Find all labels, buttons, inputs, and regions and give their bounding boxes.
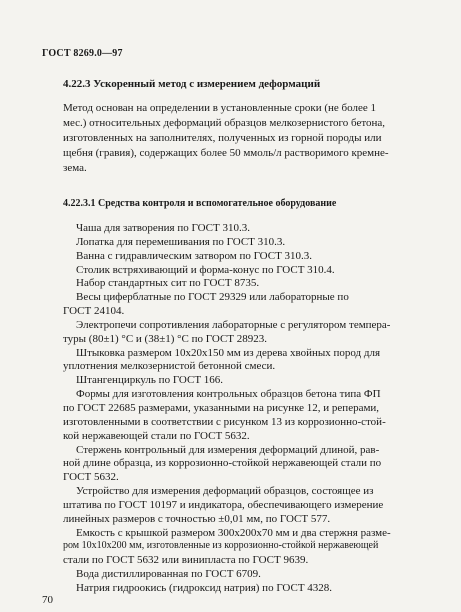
intro-line: мес.) относительных деформаций образцов мелкозернистого бетона, <box>63 117 386 129</box>
body-line: ГОСТ 5632. <box>63 471 119 484</box>
body-line: Натрия гидроокись (гидроксид натрия) по ГОСТ 4328. <box>76 582 333 594</box>
body-line: кой нержавеющей стали по ГОСТ 5632. <box>63 429 250 442</box>
body-line: Набор стандартных сит по ГОСТ 8735. <box>76 277 260 290</box>
body-line: изготовленными в соответствии с рисунком 13 из коррозионно-стой- <box>63 415 386 428</box>
intro-line: зема. <box>63 162 87 174</box>
body-line: Лопатка для перемешивания по ГОСТ 310.3. <box>76 235 286 248</box>
body-line: Чаша для затворения по ГОСТ 310.3. <box>76 222 250 234</box>
intro-line: изготовленных на заполнителях, полученных из горной породы или <box>63 132 382 144</box>
page-number: 70 <box>42 594 53 606</box>
body-line: стали по ГОСТ 5632 или винипласта по ГОСТ 9639. <box>63 554 309 567</box>
body-line: Ванна с гидравлическим затвором по ГОСТ 310.3. <box>76 249 313 262</box>
body-line: Штангенциркуль по ГОСТ 166. <box>76 374 224 387</box>
subsection-title: 4.22.3.1 Средства контроля и вспомогательное оборудование <box>63 198 337 209</box>
body-line: Штыковка размером 10х20х150 мм из дерева хвойных пород для <box>76 346 381 359</box>
intro-line: щебня (гравия), содержащих более 50 ммоль/л растворимого кремне- <box>63 147 389 159</box>
body-line: Электропечи сопротивления лабораторные с регулятором темпера- <box>76 318 391 331</box>
body-line: ром 10х10х200 мм, изготовленные из коррозионно-стойкой нержавеющей <box>63 540 379 552</box>
body-line: Емкость с крышкой размером 300х200х70 мм и два стержня разме- <box>76 526 391 539</box>
body-line: по ГОСТ 22685 размерами, указанными на рисунке 12, и реперами, <box>63 402 380 414</box>
body-line: ной длине образца, из коррозионно-стойкой нержавеющей стали по <box>63 457 382 470</box>
body-line: Формы для изготовления контрольных образцов бетона типа ФП <box>76 388 381 401</box>
body-line: Весы циферблатные по ГОСТ 29329 или лабораторные по <box>76 291 349 304</box>
page-header: ГОСТ 8269.0—97 <box>42 48 123 59</box>
body-line: Вода дистиллированная по ГОСТ 6709. <box>76 568 261 581</box>
body-line: уплотнения мелкозернистой бетонной смеси. <box>63 360 276 373</box>
body-line: Устройство для измерения деформаций образцов, состоящее из <box>76 485 374 498</box>
section-title: 4.22.3 Ускоренный метод с измерением деформаций <box>63 78 321 90</box>
body-line: штатива по ГОСТ 10197 и индикатора, обеспечивающего измерение <box>63 498 384 511</box>
body-line: туры (80±1) °С и (38±1) °С по ГОСТ 28923. <box>63 332 267 345</box>
body-line: ГОСТ 24104. <box>63 305 125 318</box>
intro-line: Метод основан на определении в установленные сроки (не более 1 <box>63 102 376 114</box>
body-line: Столик встряхивающий и форма-конус по ГОСТ 310.4. <box>76 263 335 276</box>
body-line: Стержень контрольный для измерения деформаций длиной, рав- <box>76 443 380 456</box>
body-line: линейных размеров с точностью ±0,01 мм, по ГОСТ 577. <box>63 512 331 525</box>
